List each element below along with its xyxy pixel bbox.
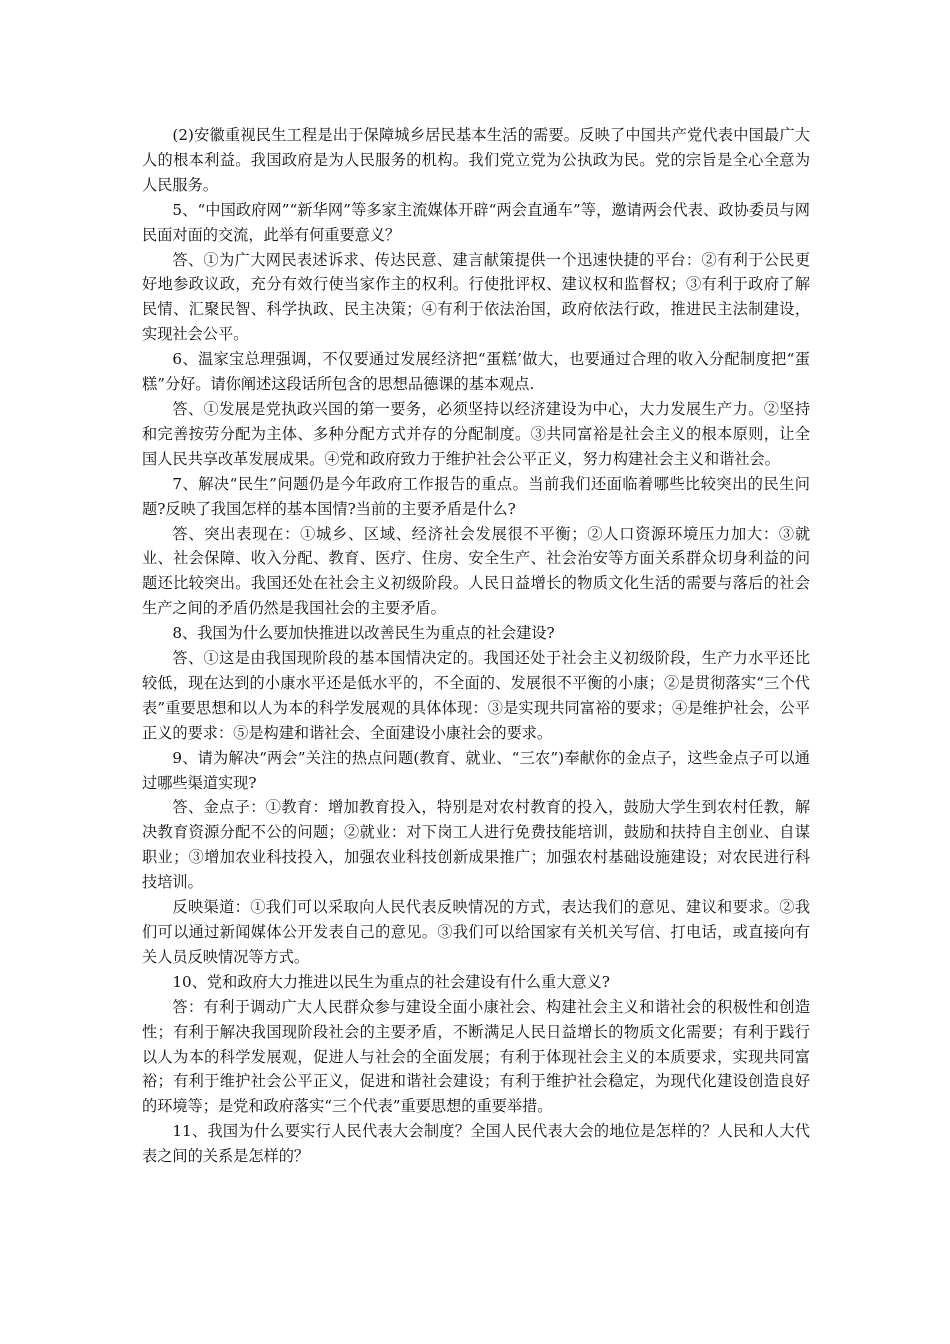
paragraph-2-anhui-livelihood: (2)安徽重视民生工程是出于保障城乡居民基本生活的需要。反映了中国共产党代表中国最广大人的根本利益。我国政府是为人民服务的机构。我们党立党为公执政为民。党的宗旨是全心全意为人民服务。 [142, 126, 810, 194]
question-5: 5、“中国政府网”“新华网”等多家主流媒体开辟“两会直通车”等，邀请两会代表、政协委员与网民面对面的交流，此举有何重要意义？ [142, 200, 810, 244]
question-9: 9、请为解决“两会”关注的热点问题(教育、就业、“三农”)奉献你的金点子，这些金点子可以通过哪些渠道实现? [142, 748, 810, 792]
answer-5: 答、①为广大网民表述诉求、传达民意、建言献策提供一个迅速快捷的平台：②有利于公民更好地参政议政，充分有效行使当家作主的权利。行使批评权、建议权和监督权；③有利于政府了解民情、汇聚民智、科学执政、民主决策；④有利于依法治国，政府依法行政，推进民主法制建设，实现社会公平。 [142, 250, 810, 344]
answer-9-channels: 反映渠道：①我们可以采取向人民代表反映情况的方式，表达我们的意见、建议和要求。②我们可以通过新闻媒体公开发表自己的意见。③我们可以给国家有关机关写信、打电话，或直接向有关人员反映情况等方式。 [142, 898, 810, 966]
answer-8: 答、①这是由我国现阶段的基本国情决定的。我国还处于社会主义初级阶段，生产力水平还比较低，现在达到的小康水平还是低水平的，不全面的、发展很不平衡的小康；②是贯彻落实“三个代表”重要思想和以人为本的科学发展观的具体体现：③是实现共同富裕的要求；④是维护社会，公平正义的要求：⑤是构建和谐社会、全面建设小康社会的要求。 [142, 649, 810, 742]
question-10: 10、党和政府大力推进以民生为重点的社会建设有什么重大意义? [172, 972, 610, 991]
answer-10: 答：有利于调动广大人民群众参与建设全面小康社会、构建社会主义和谐社会的积极性和创造性；有利于解决我国现阶段社会的主要矛盾，不断满足人民日益增长的物质文化需要；有利于践行以人为本的科学发展观，促进人与社会的全面发展；有利于体现社会主义的本质要求，实现共同富裕；有利于维护社会公平正义，促进和谐社会建设；有利于维护社会稳定，为现代化建设创造良好的环境等；是党和政府落实“三个代表”重要思想的重要举措。 [142, 997, 810, 1116]
question-8: 8、我国为什么要加快推进以改善民生为重点的社会建设? [172, 624, 555, 643]
document-body [142, 123, 810, 1169]
question-6: 6、温家宝总理强调，不仅要通过发展经济把“蛋糕’做大，也要通过合理的收入分配制度把“蛋糕”分好。请你阐述这段话所包含的思想品德课的基本观点. [142, 350, 810, 394]
question-7: 7、解决“民生”问题仍是今年政府工作报告的重点。当前我们还面临着哪些比较突出的民生问题?反映了我国怎样的基本国情?当前的主要矛盾是什么? [142, 474, 810, 518]
answer-7: 答、突出表现在：①城乡、区域、经济社会发展很不平衡；②人口资源环境压力加大：③就业、社会保障、收入分配、教育、医疗、住房、安全生产、社会治安等方面关系群众切身利益的问题还比较突出。我国还处在社会主义初级阶段。人民日益增长的物质文化生活的需要与落后的社会生产之间的矛盾仍然是我国社会的主要矛盾。 [142, 524, 810, 618]
question-11: 11、我国为什么要实行人民代表大会制度？全国人民代表大会的地位是怎样的？人民和人大代表之间的关系是怎样的？ [142, 1122, 810, 1166]
answer-6: 答、①发展是党执政兴国的第一要务，必须坚持以经济建设为中心，大力发展生产力。②坚持和完善按劳分配为主体、多种分配方式并存的分配制度。③共同富裕是社会主义的根本原则，让全国人民共享改革发展成果。④党和政府致力于维护社会公平正义，努力构建社会主义和谐社会。 [142, 399, 810, 468]
answer-9-ideas: 答、金点子：①教育：增加教育投入，特别是对农村教育的投入，鼓励大学生到农村任教，解决教育资源分配不公的问题；②就业：对下岗工人进行免费技能培训，鼓励和扶持自主创业、自谋职业；③增加农业科技投入，加强农业科技创新成果推广；加强农村基础设施建设；对农民进行科技培训。 [142, 798, 810, 892]
